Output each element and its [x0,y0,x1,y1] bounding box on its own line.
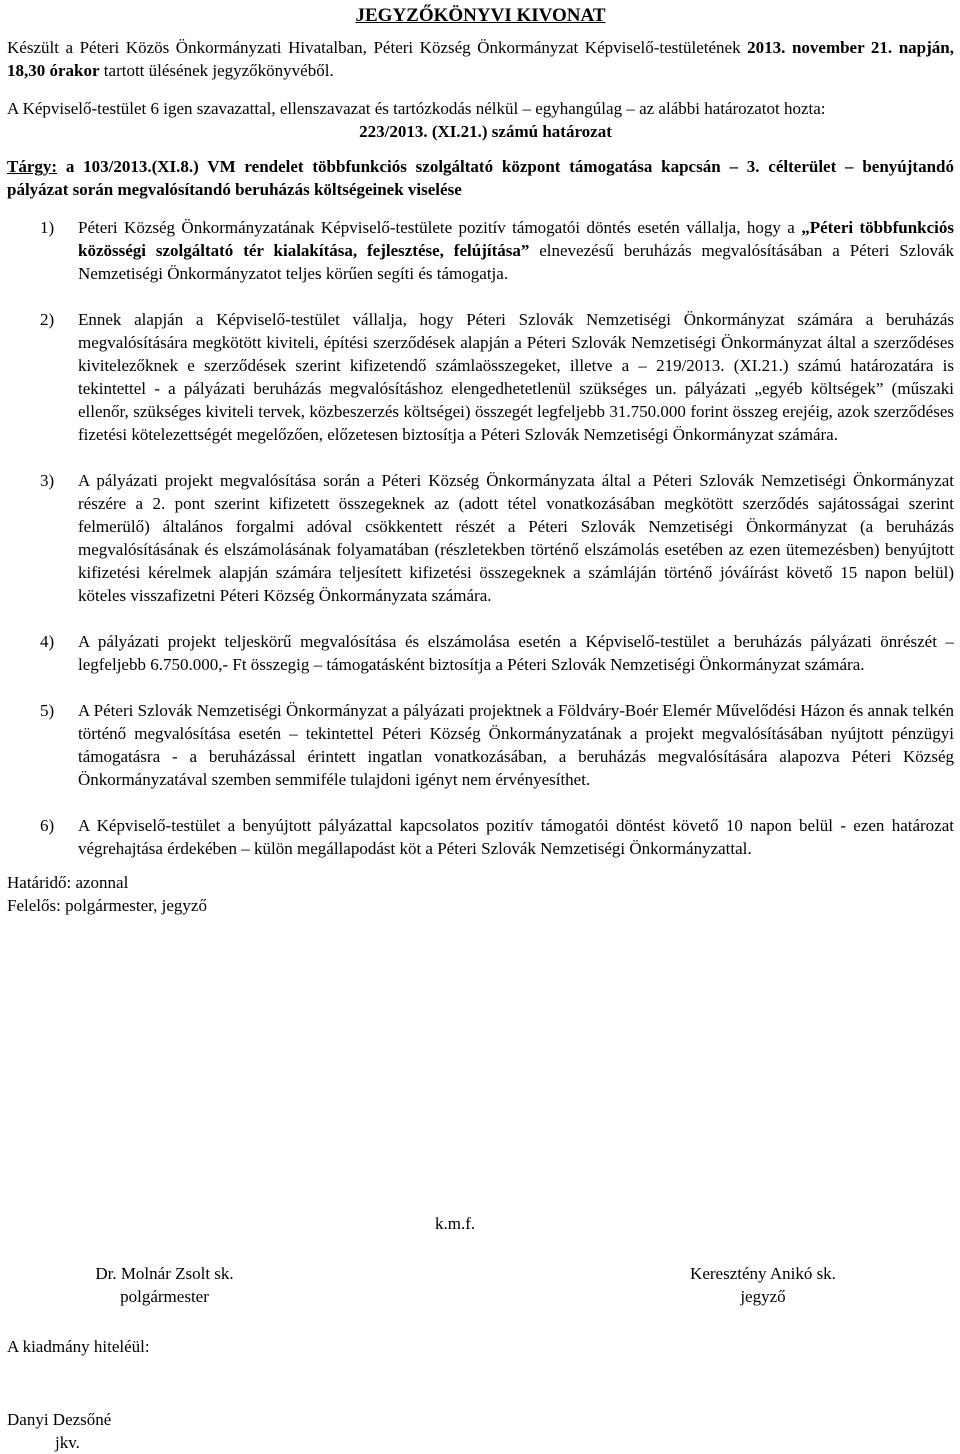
decision-point [7,216,954,285]
point-text: A Képviselő-testület a benyújtott pályázattal kapcsolatos pozitív támogatói döntést követő 10 napon belül - ezen határozat végrehajtása érdekében – külön megállapodást köt a Péteri Szlovák Nemzetiségi Önkormányzattal. [78,816,954,858]
decision-point [7,469,954,607]
meeting-date: 2013. november 21. napján, 18,30 órakor [7,38,954,80]
point-text: Péteri Község Önkormányzatának Képviselő-testülete pozitív támogatói döntés esetén vállalja, hogy a [78,218,802,237]
decision-point [7,699,954,791]
decision-point [7,630,954,676]
point-text: A Péteri Szlovák Nemzetiségi Önkormányzat a pályázati projektnek a Földváry-Boér Elemér Művelődési Házon és annak telkén történő megvalósítása esetén – tekintettel Péteri Község Önkormányzatának a projekt megvalósításában nyújtott pénzügyi támogatásra - a beruházással érintett ingatlan vonatkozásában, a beruházás megvalósítására alapozva Péteri Község Önkormányzatával szemben semmiféle tulajdoni igényt nem érvényesíthet. [78,701,954,789]
subject-label: Tárgy: [7,157,58,176]
intro-post: tartott ülésének jegyzőkönyvéből. [99,61,334,80]
clerk-name: Danyi Dezsőné [7,1410,112,1429]
notary-role: jegyző [740,1287,786,1306]
deadline-line: Határidő: azonnal [7,873,129,892]
point-number: 3) [40,471,55,490]
intro-paragraph [7,36,954,82]
signature-mayor [77,1262,252,1308]
mayor-name: Dr. Molnár Zsolt sk. [95,1264,234,1283]
kmf-mark: k.m.f. [435,1214,476,1233]
decision-points [7,216,954,860]
decision-point [7,814,954,860]
mayor-role: polgármester [120,1287,209,1306]
clerk-role: jkv. [55,1433,80,1452]
point-text: A pályázati projekt megvalósítása során a Péteri Község Önkormányzata által a Péteri Szlovák Nemzetiségi Önkormányzat részére a 2. pont szerint kifizetett összegeknek az (adott tétel vonatkozásában megkötött szerződés sajátosságai szerint felmerülő) általános forgalmi adóval csökkentett részét a Péteri Szlovák Nemzetiségi Önkormányzat (a beruházás megvalósításának és elszámolásának folyamatában (részletekben történő elszámolás esetében az ezen ütemezésben) benyújtott kifizetési kérelmek alapján számára teljesített kifizetési összegeknek a számláján történő jóváírást követő 15 napon belül) köteles visszafizetni Péteri Község Önkormányzata számára. [78,471,954,605]
point-number: 5) [40,701,55,720]
point-text: A pályázati projekt teljeskörű megvalósítása és elszámolása esetén a Képviselő-testület a beruházás pályázati önrészét – legfeljebb 6.750.000,- Ft összegig – támogatásként biztosítja a Péteri Szlovák Nemzetiségi Önkormányzat számára. [78,632,954,674]
point-number: 4) [40,632,55,651]
point-number: 2) [40,310,55,329]
notary-name: Keresztény Anikó sk. [690,1264,836,1283]
clerk-signature [7,1408,111,1454]
subject-text: a 103/2013.(XI.8.) VM rendelet többfunkciós szolgáltató központ támogatása kapcsán – 3. célterület – benyújtandó pályázat során megvalósítandó beruházás költségeinek viselése [7,157,954,199]
decision-point [7,308,954,446]
point-number: 6) [40,816,55,835]
certified-copy-label: A kiadmány hiteléül: [7,1337,150,1356]
intro-pre: Készült a Péteri Közös Önkormányzati Hivatalban, Péteri Község Önkormányzat Képviselő-testületének [7,38,748,57]
document-page [7,4,954,917]
point-text: Ennek alapján a Képviselő-testület vállalja, hogy Péteri Szlovák Nemzetiségi Önkormányzat számára a beruházás megvalósítására megkötött kiviteli, építési szerződések alapján a Péteri Szlovák Nemzetiségi Önkormányzat által a szerződéses kivitelezőknek e szerződések szerint kifizetendő számlaösszegeket, illetve a – 219/2013. (XI.21.) számú határozatára is tekintettel - a pályázati beruházás megvalósításhoz elengedhetetlenül szükséges un. pályázati „egyéb költségek” (műszaki ellenőr, szükséges kiviteli tervek, közbeszerzés költségei) összegét legfeljebb 31.750.000 forint összeg erejéig, azok szerződéses fizetési kötelezettségét megelőzően, előzetesen biztosítja a Péteri Szlovák Nemzetiségi Önkormányzat számára. [78,310,954,444]
vote-paragraph: A Képviselő-testület 6 igen szavazattal, ellenszavazat és tartózkodás nélkül – egyhangúlag – az alábbi határozatot hozta: [7,99,826,118]
signature-notary [668,1262,858,1308]
decision-title: 223/2013. (XI.21.) számú határozat [359,122,612,141]
responsible-line: Felelős: polgármester, jegyző [7,896,207,915]
project-name: „Péteri többfunkciós közösségi szolgáltató tér kialakítása, fejlesztése, felújítása” [78,218,954,260]
decision-subject [7,155,954,201]
point-number: 1) [40,218,55,237]
point-text-end: elnevezésű beruházás megvalósításában a Péteri Szlovák Nemzetiségi Önkormányzatot teljes körűen segíti és támogatja. [78,241,954,283]
document-title: JEGYZŐKÖNYVI KIVONAT [355,5,606,26]
